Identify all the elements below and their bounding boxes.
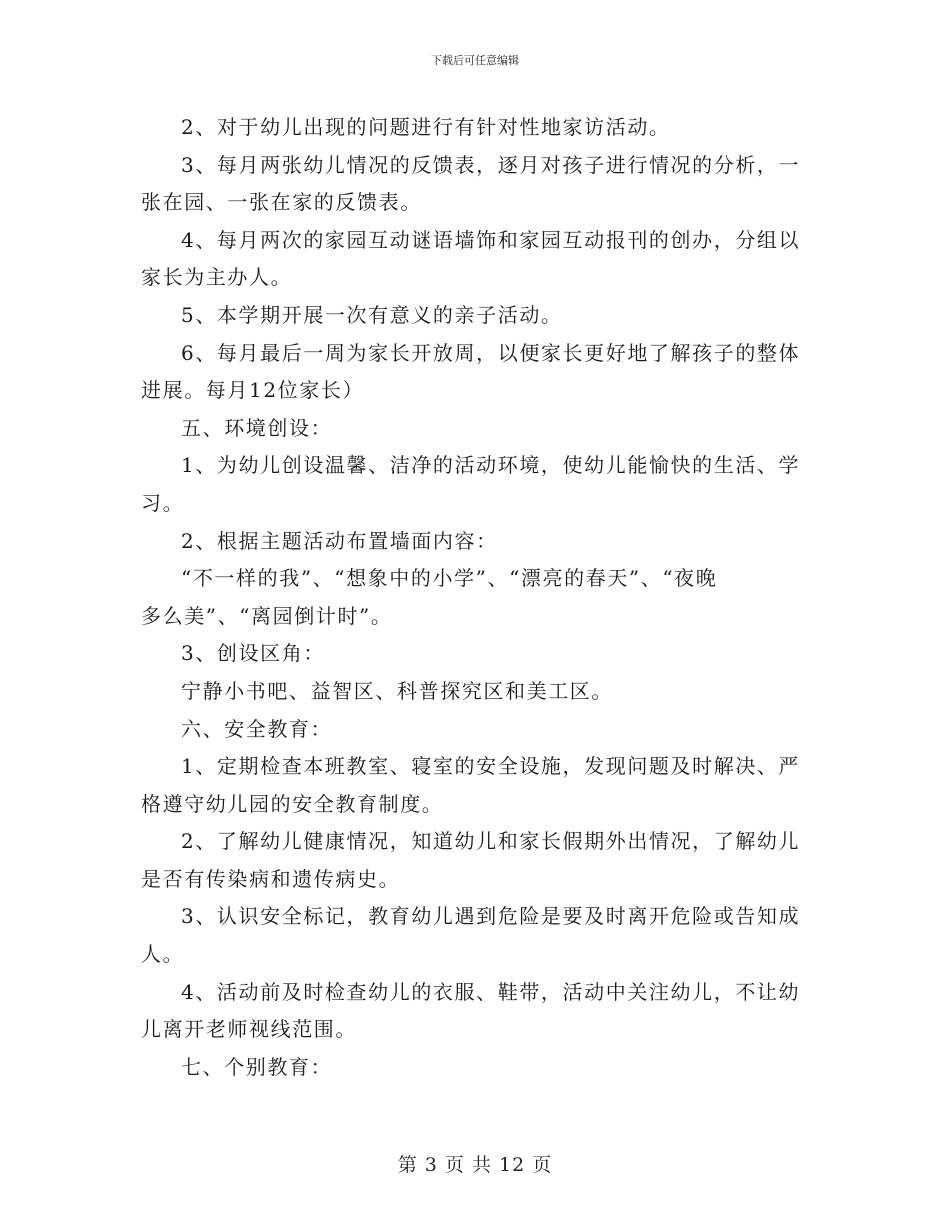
paragraph-line: 宁静小书吧、益智区、科普探究区和美工区。 [181,678,613,703]
page-footer: 第 3 页 共 12 页 [397,1154,553,1176]
paragraph-line: 2、对于幼儿出现的问题进行有针对性地家访活动。 [181,115,671,139]
paragraph-line: 4、活动前及时检查幼儿的衣服、鞋带，活动中关注幼儿，不让幼 [181,979,801,1004]
paragraph-line: 2、根据主题活动布置墙面内容： [181,528,498,553]
paragraph-line: 人。 [141,942,185,967]
paragraph-line: 4、每月两次的家园互动谜语墙饰和家园互动报刊的创办，分组以 [181,227,801,252]
section-heading: 五、环境创设： [181,415,333,440]
paragraph-line: 2、了解幼儿健康情况，知道幼儿和家长假期外出情况，了解幼儿 [181,829,801,854]
paragraph-line: 张在园、一张在家的反馈表。 [141,190,422,215]
paragraph-line: 格遵守幼儿园的安全教育制度。 [141,791,444,816]
page-header: 下载后可任意编辑 [431,54,519,67]
section-heading: 七、个别教育： [181,1054,333,1079]
paragraph-line: 3、创设区角： [181,641,325,666]
paragraph-line: 多么美”、“离园倒计时”。 [141,603,393,628]
paragraph-line: “不一样的我”、“想象中的小学”、“漂亮的春天”、“夜晚 [181,566,718,591]
paragraph-line: 1、定期检查本班教室、寝室的安全设施，发现问题及时解决、严 [181,754,801,779]
paragraph-line: 儿离开老师视线范围。 [141,1017,357,1042]
paragraph-line: 是否有传染病和遗传病史。 [141,866,401,891]
paragraph-line: 习。 [141,490,185,515]
paragraph-line: 6、每月最后一周为家长开放周，以便家长更好地了解孩子的整体 [181,340,801,365]
paragraph-line: 3、每月两张幼儿情况的反馈表，逐月对孩子进行情况的分析，一 [181,152,801,177]
section-heading: 六、安全教育： [181,716,333,741]
paragraph-line: 家长为主办人。 [141,265,293,290]
paragraph-line: 进展。每月12位家长） [141,378,365,403]
paragraph-line: 3、认识安全标记，教育幼儿遇到危险是要及时离开危险或告知成 [181,904,801,929]
paragraph-line: 1、为幼儿创设温馨、洁净的活动环境，使幼儿能愉快的生活、学 [181,453,801,478]
paragraph-line: 5、本学期开展一次有意义的亲子活动。 [181,302,563,327]
document-body [141,109,809,1086]
